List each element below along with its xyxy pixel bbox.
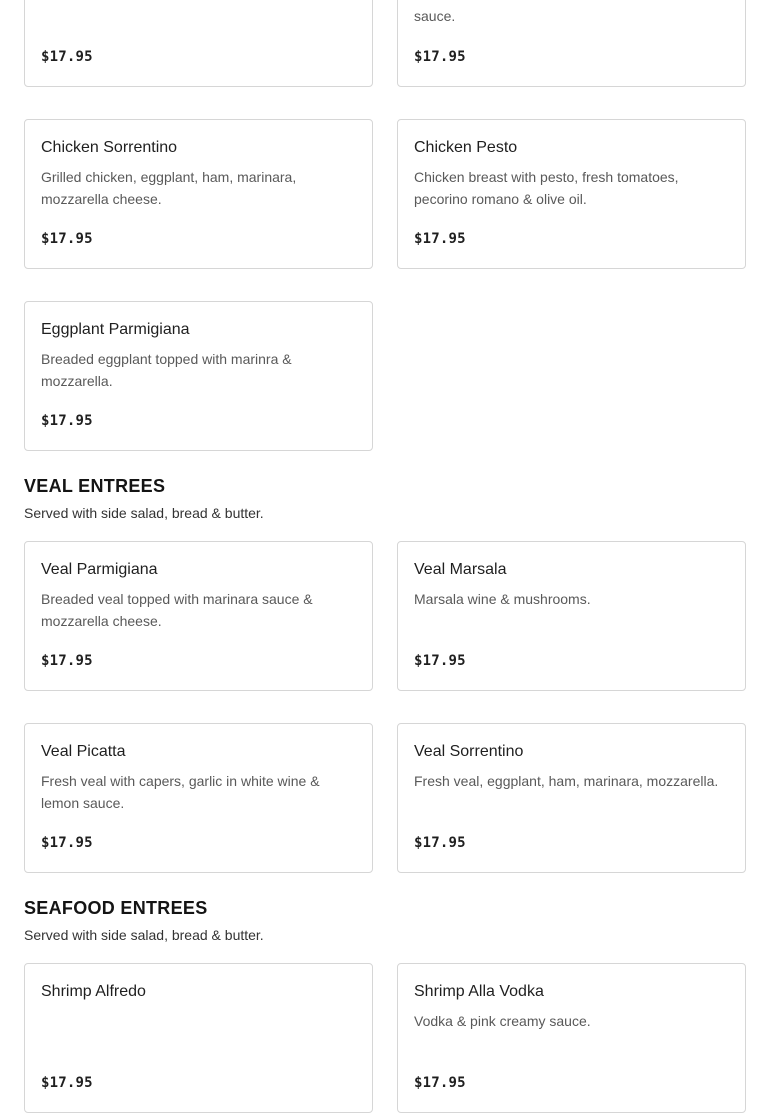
menu-item-price: $17.95	[41, 49, 93, 65]
menu-item-price: $17.95	[41, 835, 93, 851]
menu-item-card[interactable]	[397, 0, 746, 87]
menu-item-name: Veal Sorrentino	[414, 743, 524, 760]
menu-item-price: $17.95	[41, 413, 93, 429]
menu-item-description: Fresh veal with capers, garlic in white wine & lemon sauce.	[41, 773, 320, 811]
menu-item-description: Marsala wine & mushrooms.	[414, 591, 591, 607]
menu-item-description: sauce.	[414, 8, 456, 24]
menu-item-description: Breaded eggplant topped with marinra & mozzarella.	[41, 351, 292, 389]
menu-item-price: $17.95	[414, 835, 466, 851]
menu-item-name: Veal Parmigiana	[41, 561, 158, 578]
menu-item-name: Eggplant Parmigiana	[41, 321, 190, 338]
menu-item-name: Shrimp Alfredo	[41, 983, 146, 1000]
menu-item-name: Chicken Sorrentino	[41, 139, 178, 156]
menu-item-card[interactable]	[397, 119, 746, 269]
menu-item-card[interactable]	[397, 963, 746, 1113]
menu-item-description: Grilled chicken, eggplant, ham, marinara, mozzarella cheese.	[41, 169, 297, 207]
section-subtitle: Served with side salad, bread & butter.	[24, 927, 264, 943]
menu-item-description: Chicken breast with pesto, fresh tomatoes, pecorino romano & olive oil.	[414, 169, 679, 207]
menu-item-price: $17.95	[41, 231, 93, 247]
menu-item-price: $17.95	[414, 231, 466, 247]
menu-item-price: $17.95	[414, 653, 466, 669]
menu-item-card[interactable]	[24, 963, 373, 1113]
menu-item-name: Chicken Pesto	[414, 139, 518, 156]
menu-item-card[interactable]	[24, 119, 373, 269]
menu-item-description: Fresh veal, eggplant, ham, marinara, mozzarella.	[414, 773, 719, 789]
menu-item-card[interactable]	[24, 0, 373, 87]
menu-item-card[interactable]	[397, 541, 746, 691]
menu-item-card[interactable]	[397, 723, 746, 873]
menu-item-description: Breaded veal topped with marinara sauce & mozzarella cheese.	[41, 591, 313, 629]
menu-item-name: Shrimp Alla Vodka	[414, 983, 544, 1000]
menu-item-price: $17.95	[414, 1075, 466, 1091]
section-title: VEAL ENTREES	[24, 476, 166, 496]
menu-item-price: $17.95	[41, 1075, 93, 1091]
menu-item-price: $17.95	[41, 653, 93, 669]
menu-item-name: Veal Marsala	[414, 561, 507, 578]
section-title: SEAFOOD ENTREES	[24, 898, 208, 918]
menu-item-description: Vodka & pink creamy sauce.	[414, 1013, 591, 1029]
menu-item-name: Veal Picatta	[41, 743, 126, 760]
menu-item-card[interactable]	[24, 301, 373, 451]
menu-item-card[interactable]	[24, 723, 373, 873]
menu-item-price: $17.95	[414, 49, 466, 65]
menu-item-card[interactable]	[24, 541, 373, 691]
section-subtitle: Served with side salad, bread & butter.	[24, 505, 264, 521]
